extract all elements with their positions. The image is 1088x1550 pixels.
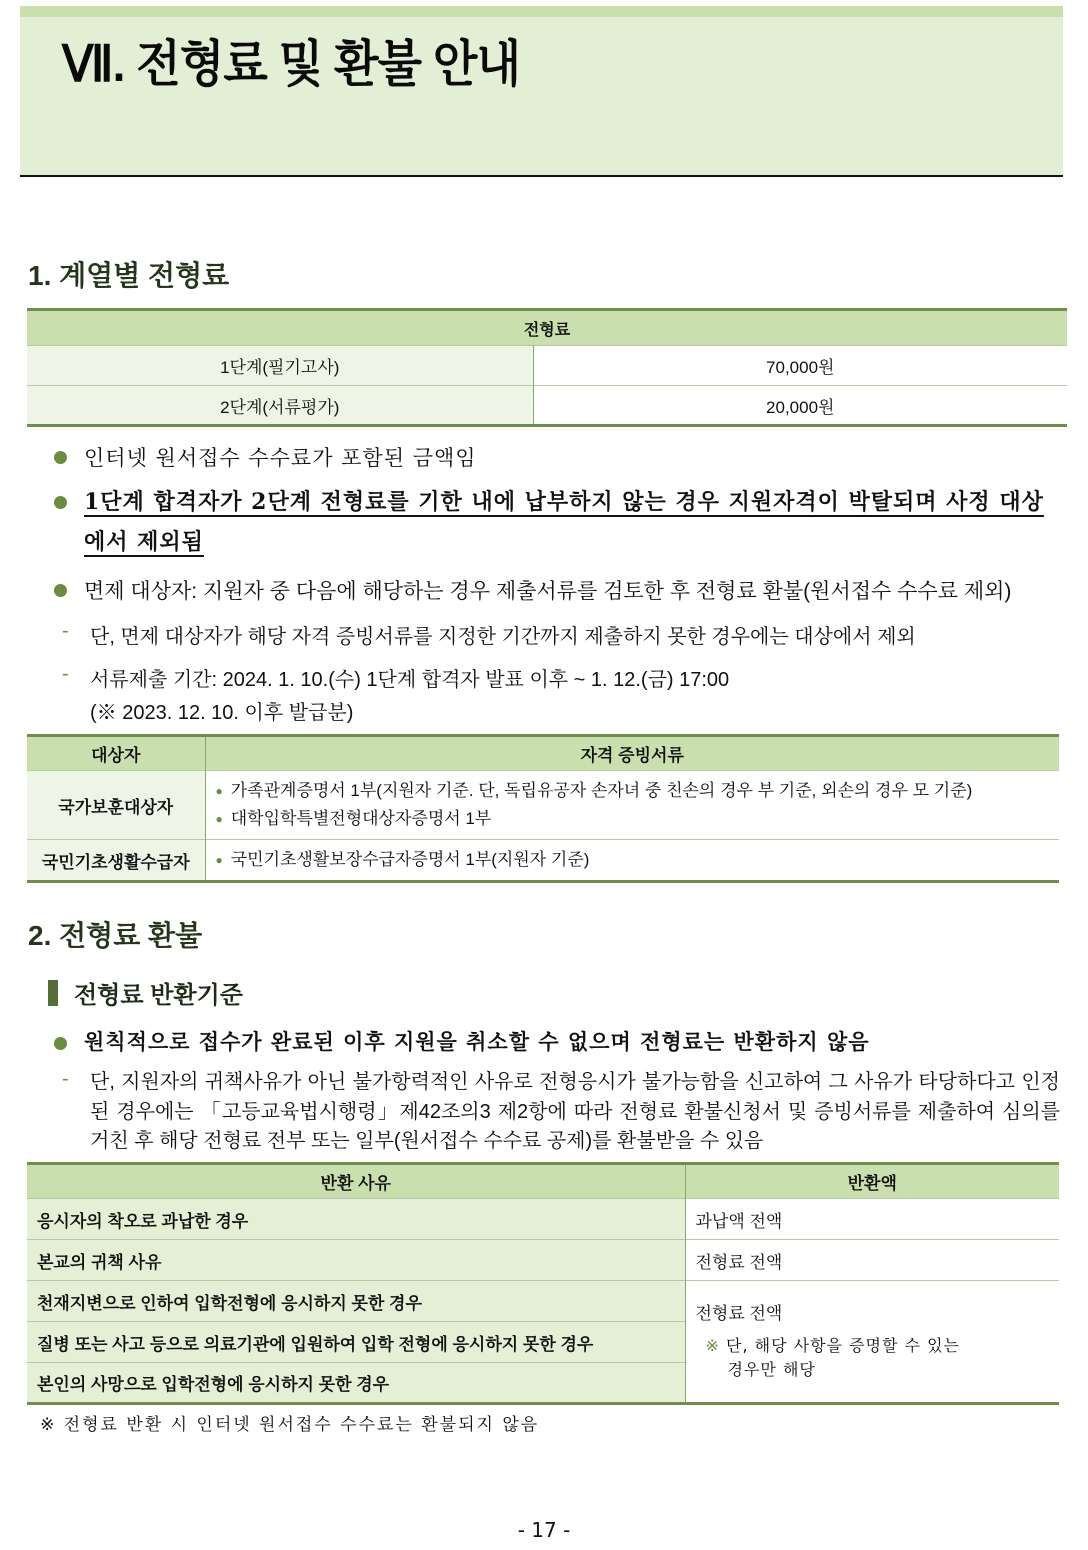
issue-date-note: (※ 2023. 12. 10. 이후 발급분) xyxy=(90,702,354,724)
stage-label: 2단계(서류평가) xyxy=(27,386,533,426)
table-row xyxy=(27,1281,1059,1322)
fee-table-header: 전형료 xyxy=(27,310,1067,346)
reference-mark-icon: ※ xyxy=(705,1335,720,1355)
table-row xyxy=(27,386,1067,426)
bullet-text: 원칙적으로 접수가 완료된 이후 지원을 취소할 수 없으며 전형료는 반환하지 않음 xyxy=(84,1029,870,1054)
subsection-title-text: 전형료 반환기준 xyxy=(74,982,243,1009)
bullet-item xyxy=(54,442,477,472)
table-row xyxy=(27,771,1059,840)
dash-icon: - xyxy=(62,620,69,642)
refund-condition-note: ※ 단, 해당 사항을 증명할 수 있는 xyxy=(705,1335,960,1355)
target-name: 국민기초생활수급자 xyxy=(27,840,205,882)
stage-label: 1단계(필기고사) xyxy=(27,346,533,386)
dash-text: 단, 면제 대상자가 해당 자격 증빙서류를 지정한 기간까지 제출하지 못한 경우에는 대상에서 제외 xyxy=(90,626,916,648)
dash-text: 서류제출 기간: 2024. 1. 10.(수) 1단계 합격자 발표 이후 ~ 1. 12.(금) 17:00 xyxy=(90,669,730,691)
refund-exception-paragraph: 단, 지원자의 귀책사유가 아닌 불가항력적인 사유로 전형응시가 불가능함을 신고하여 그 사유가 타당하다고 인정된 경우에는 「고등교육법시행령」제42조의3 제2항에 따라 전형료 환불신청서 및 증빙서류를 제출하여 심의를 거친 후 해당 전형료 전부 또는 일부(원서접수 수수료 공제)를 환불받을 수 있음 xyxy=(90,1071,1060,1152)
table-row xyxy=(27,346,1067,386)
refund-reason: 본인의 사망으로 입학전형에 응시하지 못한 경우 xyxy=(27,1363,685,1404)
section-title-fees: 1. 계열별 전형료 xyxy=(28,260,230,291)
small-bullet-icon: ● xyxy=(215,784,223,799)
table-row xyxy=(27,840,1059,882)
refund-condition-note-2: 경우만 해당 xyxy=(727,1359,816,1379)
bullet-dot-icon xyxy=(54,451,67,464)
page-number: - 17 - xyxy=(517,1518,571,1542)
refund-amount: 전형료 전액 xyxy=(685,1240,1059,1281)
col-header-reason: 반환 사유 xyxy=(27,1164,685,1199)
col-header-target: 대상자 xyxy=(27,736,205,771)
bullet-item xyxy=(54,1026,870,1056)
stage-fee: 70,000원 xyxy=(533,346,1067,386)
bullet-dot-icon xyxy=(54,1037,67,1050)
refund-table xyxy=(27,1162,1059,1405)
refund-reason: 천재지변으로 인하여 입학전형에 응시하지 못한 경우 xyxy=(27,1281,685,1322)
col-header-amount: 반환액 xyxy=(685,1164,1059,1199)
doc-item: 가족관계증명서 1부(지원자 기준. 단, 독립유공자 손자녀 중 친손의 경우 부 기준, 외손의 경우 모 기준) xyxy=(230,781,973,800)
bullet-dot-icon xyxy=(54,584,67,597)
dash-marker xyxy=(62,1068,90,1091)
bullet-item xyxy=(54,575,1011,605)
bullet-text-underlined: 1단계 합격자가 2단계 전형료를 기한 내에 납부하지 않는 경우 지원자격이 박탈되며 사정 대상에서 제외됨 xyxy=(84,489,1044,555)
refund-footnote: ※ 전형료 반환 시 인터넷 원서접수 수수료는 환불되지 않음 xyxy=(40,1415,540,1435)
merged-refund-amount xyxy=(685,1281,1059,1404)
refund-reason: 본교의 귀책 사유 xyxy=(27,1240,685,1281)
doc-item: 대학입학특별전형대상자증명서 1부 xyxy=(230,809,492,829)
dash-subtext xyxy=(90,696,353,725)
refund-reason: 질병 또는 사고 등으로 의료기관에 입원하여 입학 전형에 응시하지 못한 경우 xyxy=(27,1322,685,1363)
dash-icon: - xyxy=(62,1068,69,1090)
small-bullet-icon: ● xyxy=(215,853,223,868)
subsection-title xyxy=(48,975,243,1010)
refund-reason: 응시자의 착오로 과납한 경우 xyxy=(27,1199,685,1240)
chapter-banner xyxy=(20,6,1063,177)
bullet-item-emphasis xyxy=(54,482,1059,562)
bullet-text: 인터넷 원서접수 수수료가 포함된 금액임 xyxy=(84,446,477,470)
doc-item: 국민기초생활보장수급자증명서 1부(지원자 기준) xyxy=(230,850,590,870)
banner-top-bar xyxy=(20,6,1063,17)
chapter-title: Ⅶ. 전형료 및 환불 안내 xyxy=(62,36,521,92)
table-row xyxy=(27,1240,1059,1281)
docs-cell xyxy=(205,771,1059,840)
refund-amount: 전형료 전액 xyxy=(695,1303,783,1323)
section-title-refund: 2. 전형료 환불 xyxy=(28,920,203,951)
title-bar-icon xyxy=(48,980,58,1006)
table-row xyxy=(27,1199,1059,1240)
dash-icon: - xyxy=(62,663,69,685)
bullet-text: 면제 대상자: 지원자 중 다음에 해당하는 경우 제출서류를 검토한 후 전형료 환불(원서접수 수수료 제외) xyxy=(84,580,1012,603)
fee-table xyxy=(27,308,1067,427)
docs-cell xyxy=(205,840,1059,882)
dash-item xyxy=(62,620,916,649)
target-name: 국가보훈대상자 xyxy=(27,771,205,840)
refund-amount: 과납액 전액 xyxy=(685,1199,1059,1240)
bullet-dot-icon xyxy=(54,496,67,509)
exempt-table xyxy=(27,734,1059,883)
dash-item xyxy=(62,663,729,692)
stage-fee: 20,000원 xyxy=(533,386,1067,426)
col-header-docs: 자격 증빙서류 xyxy=(205,736,1059,771)
small-bullet-icon: ● xyxy=(215,812,223,827)
